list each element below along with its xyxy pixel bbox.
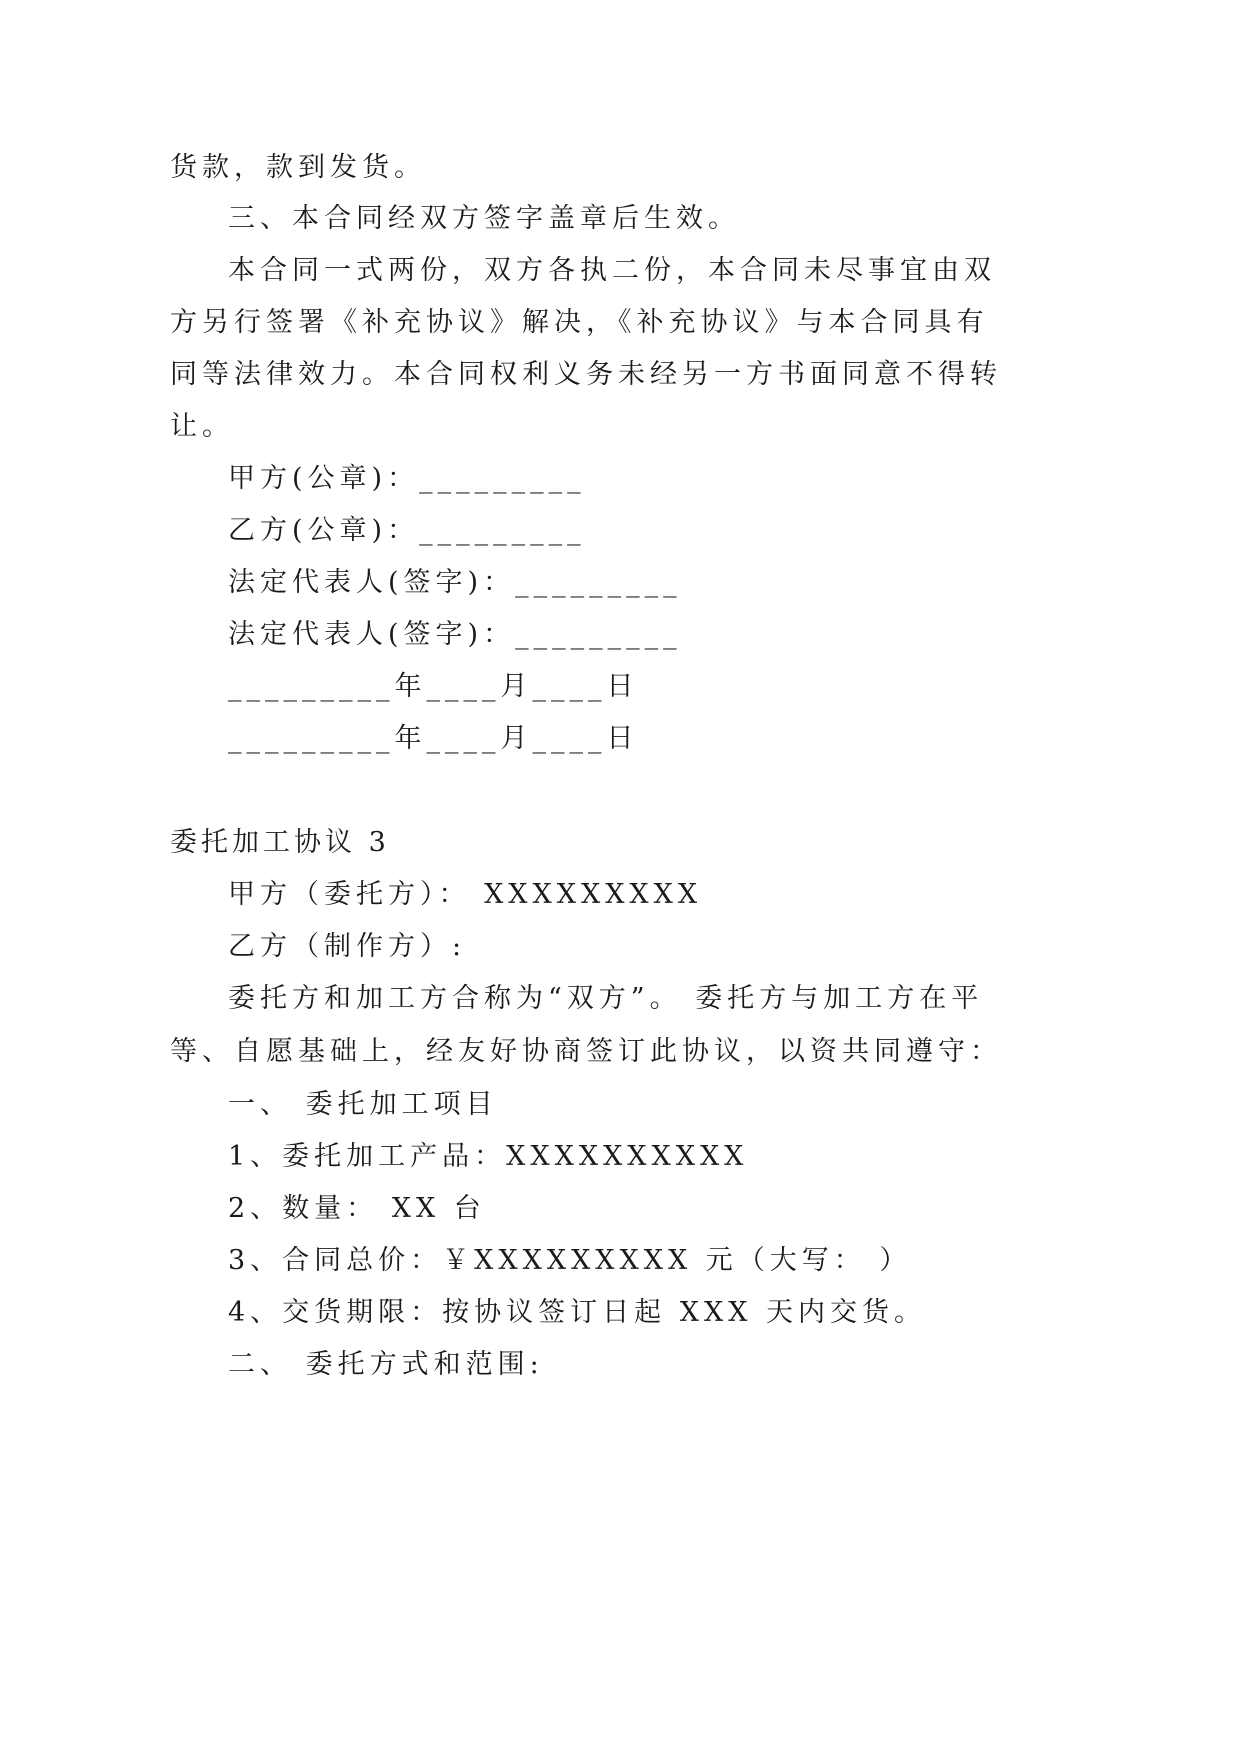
copies-paragraph-line-1: 本合同一式两份，双方各执二份，本合同未尽事宜由双 [228, 255, 996, 286]
text-line: 货款，款到发货。 [170, 152, 426, 183]
item-delivery-deadline: 4、交货期限：按协议签订日起 XXX 天内交货。 [228, 1297, 927, 1328]
section-2-heading: 二、 委托方式和范围: [228, 1349, 544, 1380]
date-line-b: _________年____月____日 [228, 723, 639, 754]
party-a-seal-line: 甲方(公章)：_________ [228, 463, 586, 494]
rep-a-signature-line: 法定代表人(签字)：_________ [228, 567, 682, 598]
party-b-seal-line: 乙方(公章)：_________ [228, 515, 586, 546]
agreement-title: 委托加工协议 3 [170, 827, 390, 858]
section-1-heading: 一、 委托加工项目 [228, 1089, 498, 1120]
party-b-line: 乙方（制作方）: [228, 931, 467, 962]
preamble-line-2: 等、自愿基础上，经友好协商签订此协议，以资共同遵守： [170, 1036, 1002, 1067]
date-line-a: _________年____月____日 [228, 671, 639, 702]
item-total-price: 3、合同总价：￥XXXXXXXXX 元（大写： ） [228, 1245, 912, 1276]
copies-paragraph-line-4: 让。 [170, 411, 234, 442]
rep-b-signature-line: 法定代表人(签字)：_________ [228, 619, 682, 650]
copies-paragraph-line-2: 方另行签署《补充协议》解决，《补充协议》与本合同具有 [170, 307, 989, 338]
preamble-line-1: 委托方和加工方合称为“双方”。 委托方与加工方在平 [228, 983, 984, 1014]
item-product: 1、委托加工产品：XXXXXXXXXX [228, 1141, 749, 1172]
copies-paragraph-line-3: 同等法律效力。本合同权利义务未经另一方书面同意不得转 [170, 359, 1002, 390]
clause-3: 三、本合同经双方签字盖章后生效。 [228, 203, 740, 234]
item-quantity: 2、数量： XX 台 [228, 1193, 486, 1224]
party-a-line: 甲方（委托方）： XXXXXXXXX [228, 879, 703, 910]
